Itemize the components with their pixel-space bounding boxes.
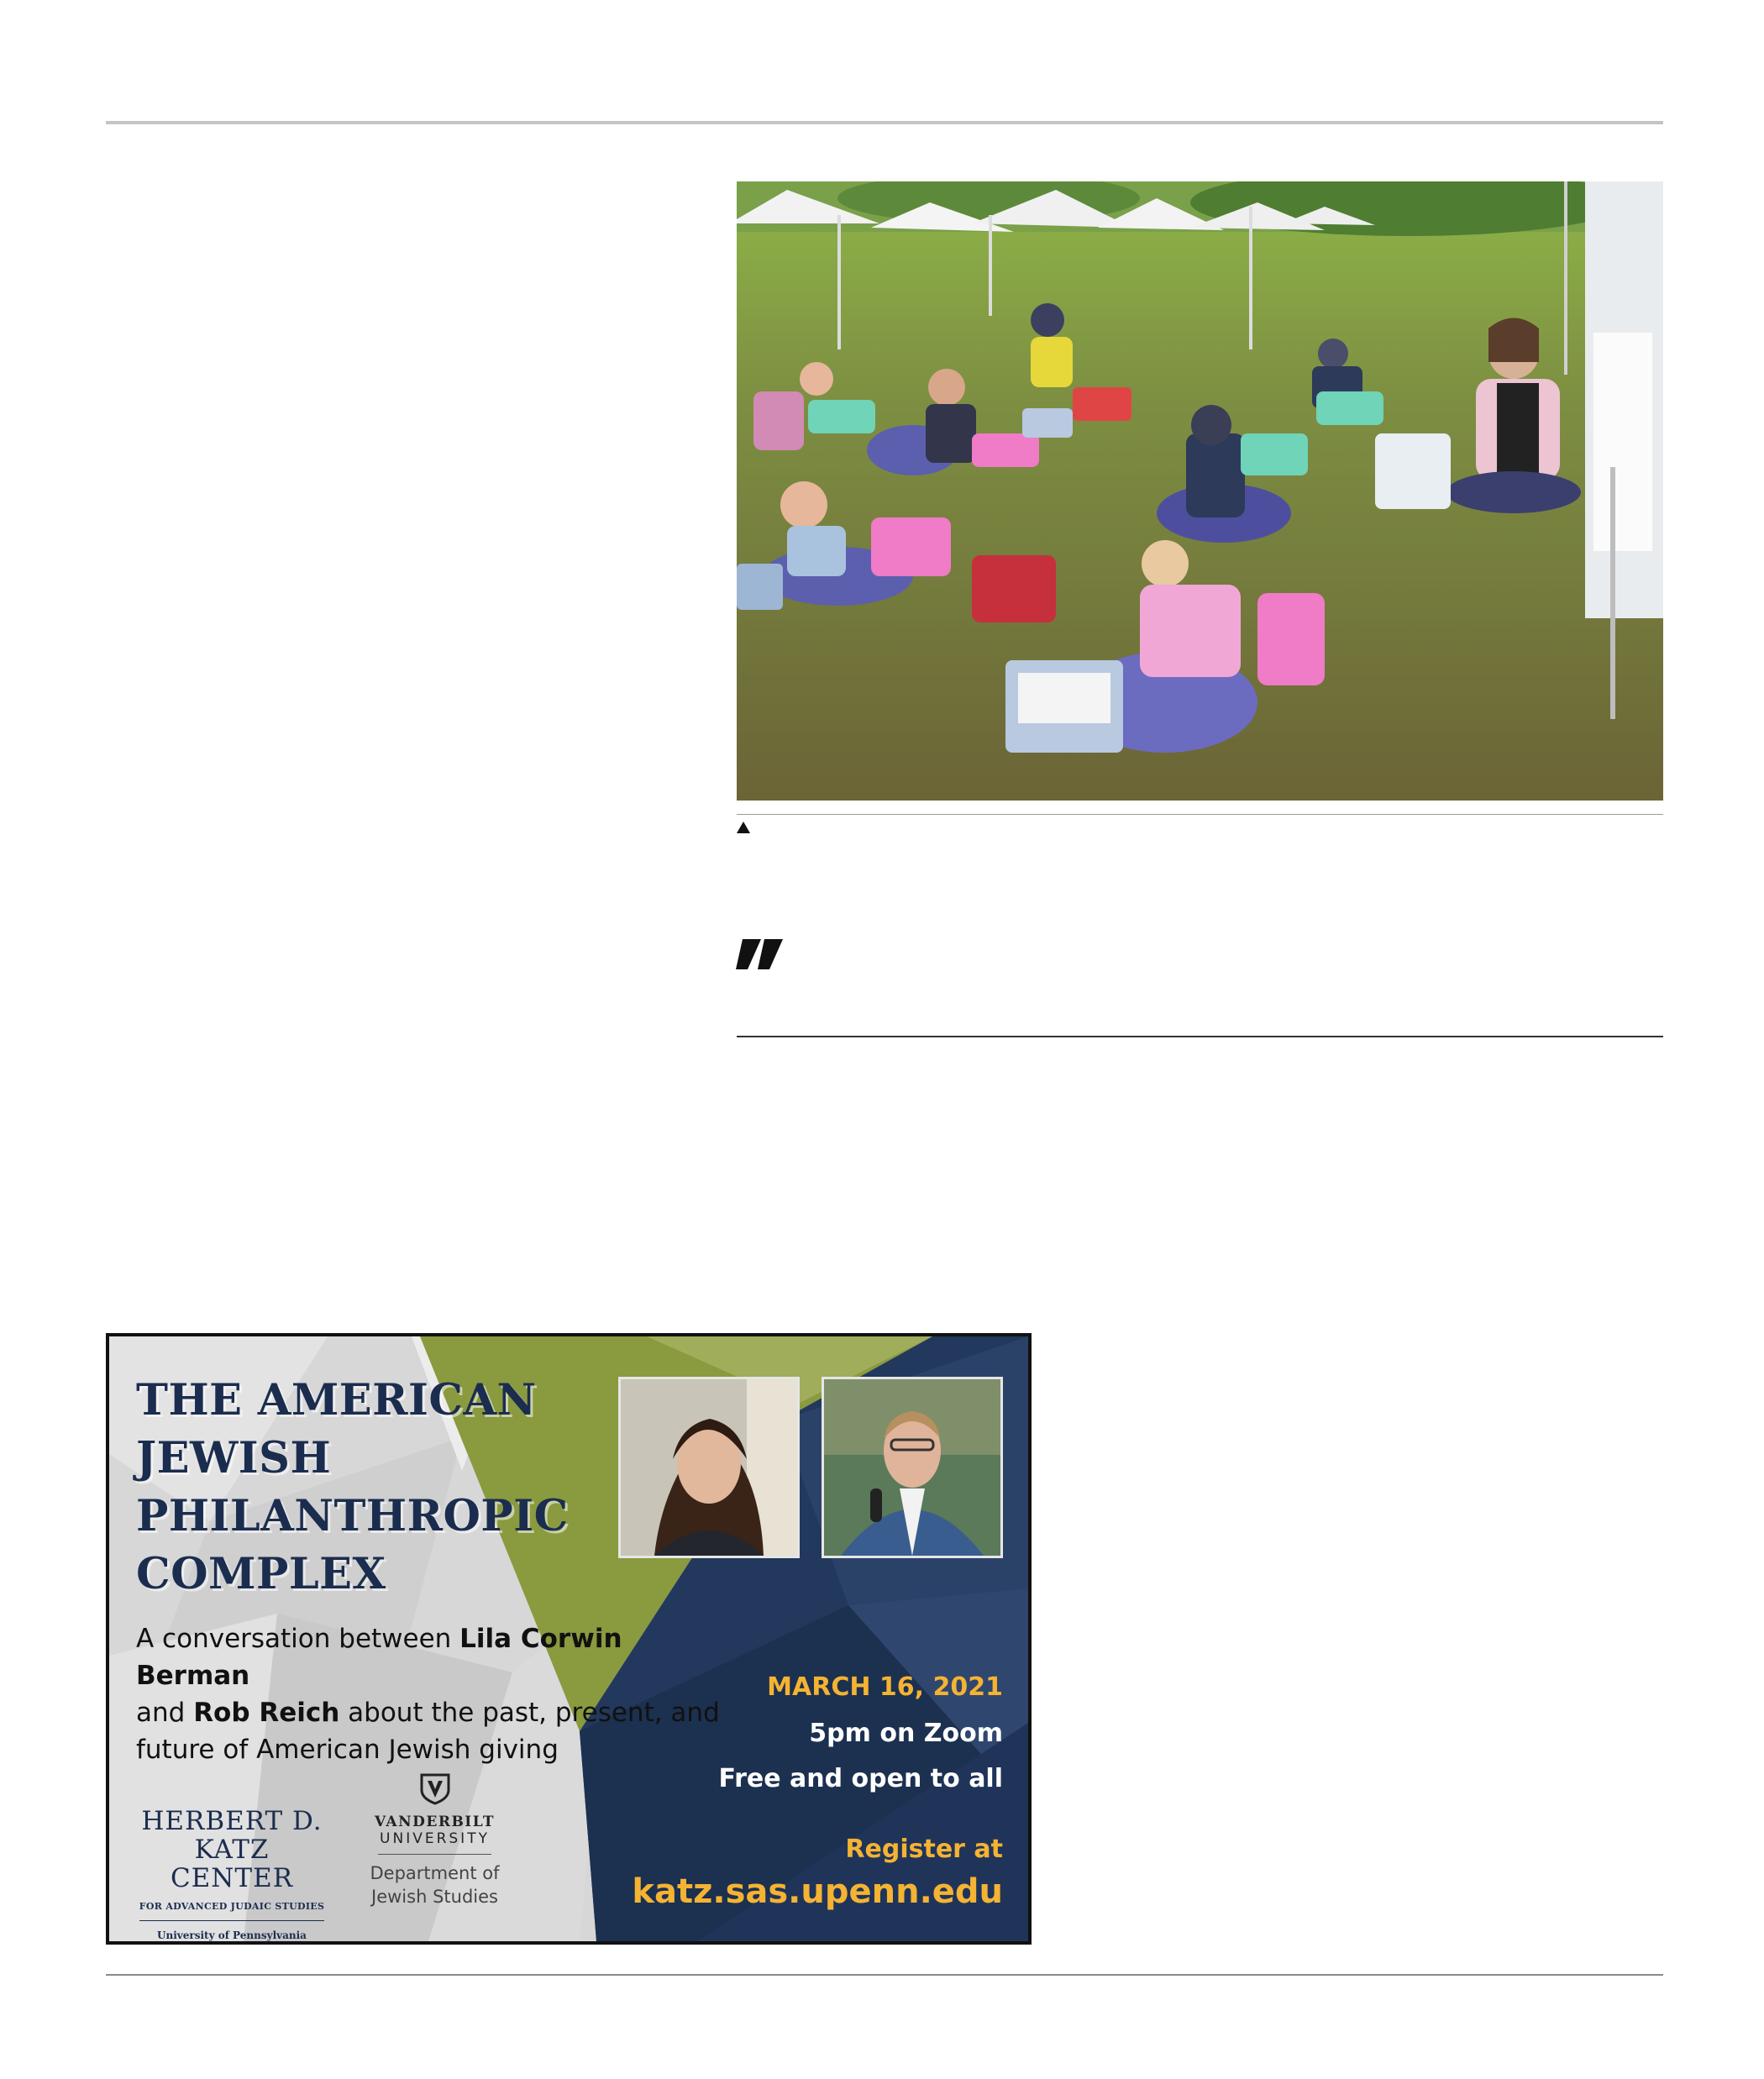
katz-logo-line: University of Pennsylvania xyxy=(157,1929,307,1941)
desc-text: about the past, present, and xyxy=(339,1698,720,1728)
ad-title xyxy=(136,1372,569,1604)
katz-logo-line: HERBERT D. xyxy=(141,1806,323,1836)
title-line: COMPLEX xyxy=(136,1549,386,1599)
title-line: THE AMERICAN xyxy=(136,1375,537,1425)
katz-logo-line: FOR ADVANCED JUDAIC STUDIES xyxy=(139,1901,325,1912)
register-label: Register at xyxy=(845,1835,1003,1864)
vanderbilt-name: VANDERBILT xyxy=(375,1814,495,1830)
speaker-portrait-berman xyxy=(618,1377,800,1558)
event-advertisement xyxy=(106,1333,1032,1945)
vanderbilt-divider xyxy=(378,1854,491,1855)
desc-text: A conversation between xyxy=(136,1624,460,1654)
department-line: Department of xyxy=(370,1863,500,1883)
event-date: MARCH 16, 2021 xyxy=(767,1672,1003,1702)
katz-center-logo xyxy=(136,1807,328,1941)
quote-mark-icon xyxy=(736,939,783,969)
speaker-name-berman: Lila Corwin Berman xyxy=(136,1624,622,1691)
title-line: PHILANTHROPIC xyxy=(136,1491,569,1541)
vanderbilt-university: UNIVERSITY xyxy=(380,1830,490,1847)
ad-description xyxy=(136,1620,741,1768)
speaker-portrait-reich xyxy=(822,1377,1003,1558)
outdoor-classroom-photo xyxy=(737,181,1663,801)
katz-logo-line: KATZ CENTER xyxy=(170,1835,294,1893)
desc-text: and xyxy=(136,1698,194,1728)
vanderbilt-shield-icon xyxy=(420,1773,450,1805)
speaker-name-reich: Rob Reich xyxy=(193,1698,340,1728)
event-access: Free and open to all xyxy=(718,1764,1003,1793)
department-line: Jewish Studies xyxy=(371,1887,498,1907)
bottom-rule xyxy=(106,1974,1663,1976)
register-link[interactable]: katz.sas.upenn.edu xyxy=(632,1872,1003,1911)
desc-text: future of American Jewish giving xyxy=(136,1735,559,1765)
title-line: JEWISH xyxy=(136,1433,332,1483)
vanderbilt-logo xyxy=(361,1773,508,1908)
event-time: 5pm on Zoom xyxy=(809,1719,1003,1748)
pull-quote-rule xyxy=(737,1036,1663,1037)
caption-rule xyxy=(737,814,1663,815)
top-rule xyxy=(106,121,1663,124)
caption-arrow-icon xyxy=(737,822,750,833)
katz-logo-divider xyxy=(139,1920,324,1921)
